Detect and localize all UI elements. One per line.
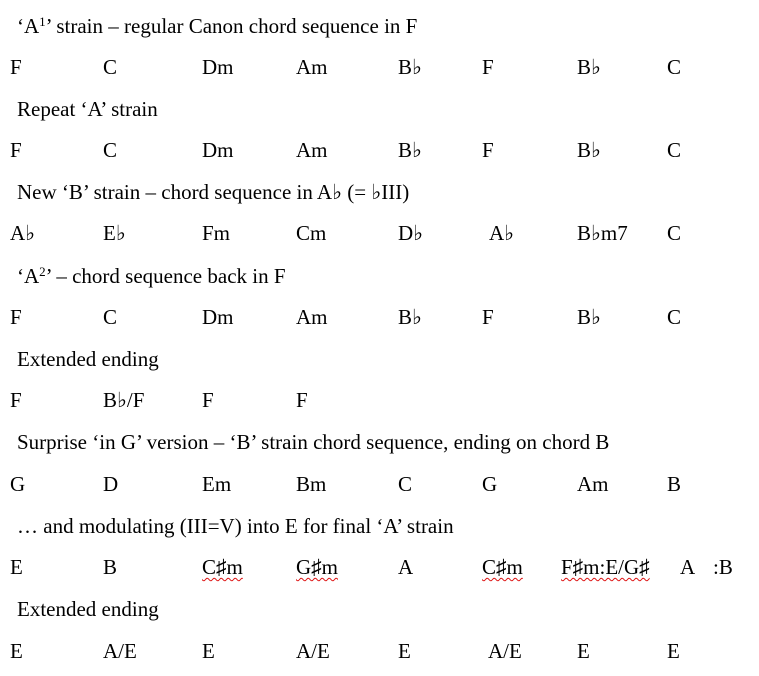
chord: Am	[577, 472, 609, 496]
chord: G	[10, 472, 26, 496]
chord: B♭	[577, 305, 601, 329]
chord: C	[398, 472, 413, 496]
chord: A/E	[103, 639, 137, 663]
chord-row	[0, 221, 759, 247]
chord: E	[10, 555, 23, 579]
chord: :B	[713, 555, 733, 579]
heading-text-rest: ’ strain – regular Canon chord sequence in F	[45, 14, 418, 38]
chord: F	[482, 55, 494, 79]
section-heading	[17, 264, 286, 288]
chord: A♭	[10, 221, 36, 245]
chord-row	[0, 55, 759, 81]
chord: D♭	[398, 221, 424, 245]
chord: B♭	[577, 55, 601, 79]
chord: E	[10, 639, 23, 663]
chord: C	[667, 55, 682, 79]
chord: F	[10, 388, 22, 412]
section-heading	[17, 180, 409, 204]
chord: E	[667, 639, 680, 663]
chord: A	[680, 555, 696, 579]
chord: B♭	[577, 138, 601, 162]
chord: B♭	[398, 55, 422, 79]
chord: C	[103, 138, 118, 162]
chord: Em	[202, 472, 232, 496]
chord-row	[0, 138, 759, 164]
chord: F♯m:E/G♯	[561, 555, 650, 579]
chord: C	[667, 138, 682, 162]
chord: Am	[296, 138, 328, 162]
heading-text: ‘A	[17, 264, 40, 288]
chord: B♭m7	[577, 221, 628, 245]
chord: A/E	[488, 639, 522, 663]
chord: B♭/F	[103, 388, 145, 412]
chord: C	[103, 305, 118, 329]
section-heading	[17, 97, 158, 121]
chord-row	[0, 472, 759, 498]
chord: E	[202, 639, 215, 663]
heading-superscript: 1	[39, 14, 46, 29]
heading-text: … and modulating (III=V) into E for final ‘A’ strain	[17, 514, 454, 538]
chord: F	[482, 138, 494, 162]
chord: B	[103, 555, 118, 579]
heading-text: Surprise ‘in G’ version – ‘B’ strain chord sequence, ending on chord B	[17, 430, 610, 454]
section-heading	[17, 347, 159, 371]
chord: G	[482, 472, 498, 496]
chord: Dm	[202, 55, 234, 79]
chord: A	[398, 555, 414, 579]
chord: Fm	[202, 221, 231, 245]
chord: Am	[296, 305, 328, 329]
chord: A♭	[489, 221, 515, 245]
chord: Am	[296, 55, 328, 79]
chord: E	[398, 639, 411, 663]
chord-row	[0, 388, 759, 414]
heading-text: Extended ending	[17, 347, 159, 371]
chord: F	[10, 138, 22, 162]
heading-text: Repeat ‘A’ strain	[17, 97, 158, 121]
chord: G♯m	[296, 555, 338, 579]
chord: Dm	[202, 305, 234, 329]
section-heading	[17, 514, 454, 538]
heading-text-rest: ’ – chord sequence back in F	[45, 264, 286, 288]
chord-row	[0, 639, 759, 665]
chord: C	[667, 305, 682, 329]
heading-text: ‘A	[17, 14, 40, 38]
chord: D	[103, 472, 119, 496]
chord: C	[667, 221, 682, 245]
chord: Bm	[296, 472, 327, 496]
chord: F	[10, 55, 22, 79]
chord: Dm	[202, 138, 234, 162]
chord: B	[667, 472, 682, 496]
chord: Cm	[296, 221, 327, 245]
chord: B♭	[398, 305, 422, 329]
chord: E♭	[103, 221, 126, 245]
chord: B♭	[398, 138, 422, 162]
chord: C♯m	[482, 555, 523, 579]
heading-text: New ‘B’ strain – chord sequence in A♭ (= ♭III)	[17, 180, 410, 204]
chord: C	[103, 55, 118, 79]
chord: F	[296, 388, 308, 412]
chord: F	[482, 305, 494, 329]
section-heading	[17, 14, 417, 38]
chord: F	[10, 305, 22, 329]
chord: E	[577, 639, 590, 663]
section-heading	[17, 597, 159, 621]
chord-row	[0, 555, 759, 581]
heading-text: Extended ending	[17, 597, 159, 621]
chord: C♯m	[202, 555, 243, 579]
chord: F	[202, 388, 214, 412]
section-heading	[17, 430, 609, 454]
chord: A/E	[296, 639, 330, 663]
heading-superscript: 2	[39, 264, 46, 279]
chord-row	[0, 305, 759, 331]
